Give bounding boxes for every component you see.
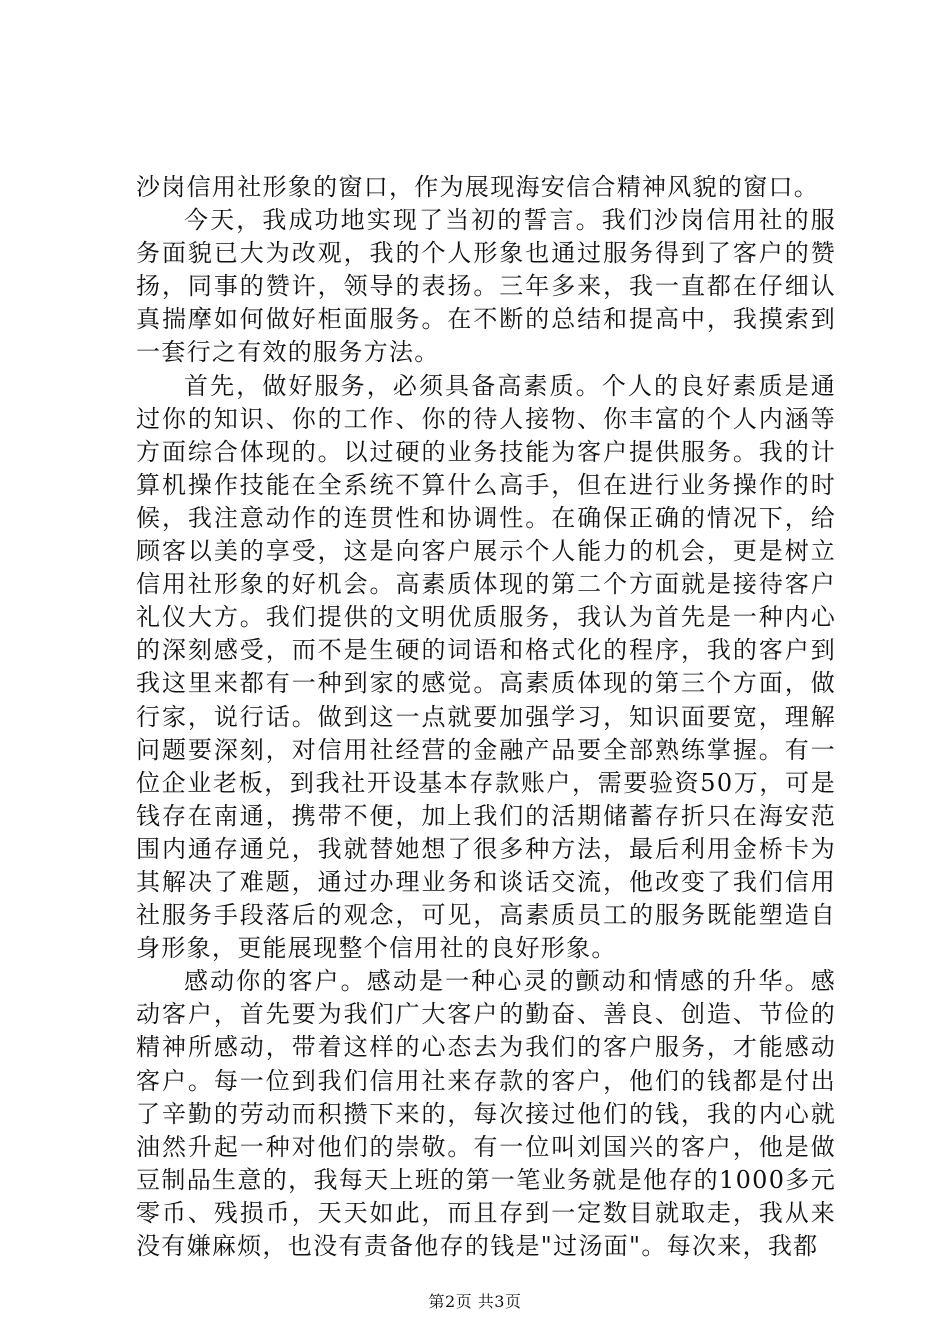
paragraph-1: 沙岗信用社形象的窗口，作为展现海安信合精神风貌的窗口。	[136, 173, 820, 201]
paragraph-3: 首先，做好服务，必须具备高素质。个人的良好素质是通过你的知识、你的工作、你的待人接物、你丰富的个人内涵等方面综合体现的。以过硬的业务技能为客户提供服务。我的计算机操作技能在全系统不算什么高手，但在进行业务操作的时候，我注意动作的连贯性和协调性。在确保正确的情况下，给顾客以美的享受，这是向客户展示个人能力的机会，更是树立信用社形象的好机会。高素质体现的第二个方面就是接待客户礼仪大方。我们提供的文明优质服务，我认为首先是一种内心的深刻感受，而不是生硬的词语和格式化的程序，我的客户到我这里来都有一种到家的感觉。高素质体现的第三个方面，做行家，说行话。做到这一点就要加强学习，知识面要宽，理解问题要深刻，对信用社经营的金融产品要全部熟练掌握。有一位企业老板，到我社开设基本存款账户，需要验资50万，可是钱存在南通，携带不便，加上我们的活期储蓄存折只在海安范围内通存通兑，我就替她想了很多种方法，最后利用金桥卡为其解决了难题，通过办理业务和谈话交流，他改变了我们信用社服务手段落后的观念，可见，高素质员工的服务既能塑造自身形象，更能展现整个信用社的良好形象。	[136, 371, 836, 963]
paragraph-4: 感动你的客户。感动是一种心灵的颤动和情感的升华。感动客户，首先要为我们广大客户的勤奋、善良、创造、节俭的精神所感动，带着这样的心态去为我们的客户服务，才能感动客户。每一位到我们信用社来存款的客户，他们的钱都是付出了辛勤的劳动而积攒下来的，每次接过他们的钱，我的内心就油然升起一种对他们的崇敬。有一位叫刘国兴的客户，他是做豆制品生意的，我每天上班的第一笔业务就是他存的1000多元零币、残损币，天天如此，而且存到一定数目就取走，我从来没有嫌麻烦，也没有责备他存的钱是"过汤面"。每次来，我都	[136, 967, 836, 1260]
paragraph-2: 今天，我成功地实现了当初的誓言。我们沙岗信用社的服务面貌已大为改观，我的个人形象也通过服务得到了客户的赞扬，同事的赞许，领导的表扬。三年多来，我一直都在仔细认真揣摩如何做好柜面服务。在不断的总结和提高中，我摸索到一套行之有效的服务方法。	[136, 206, 836, 367]
page-footer: 第2页 共3页	[428, 1292, 522, 1311]
body-text	[136, 171, 836, 1263]
